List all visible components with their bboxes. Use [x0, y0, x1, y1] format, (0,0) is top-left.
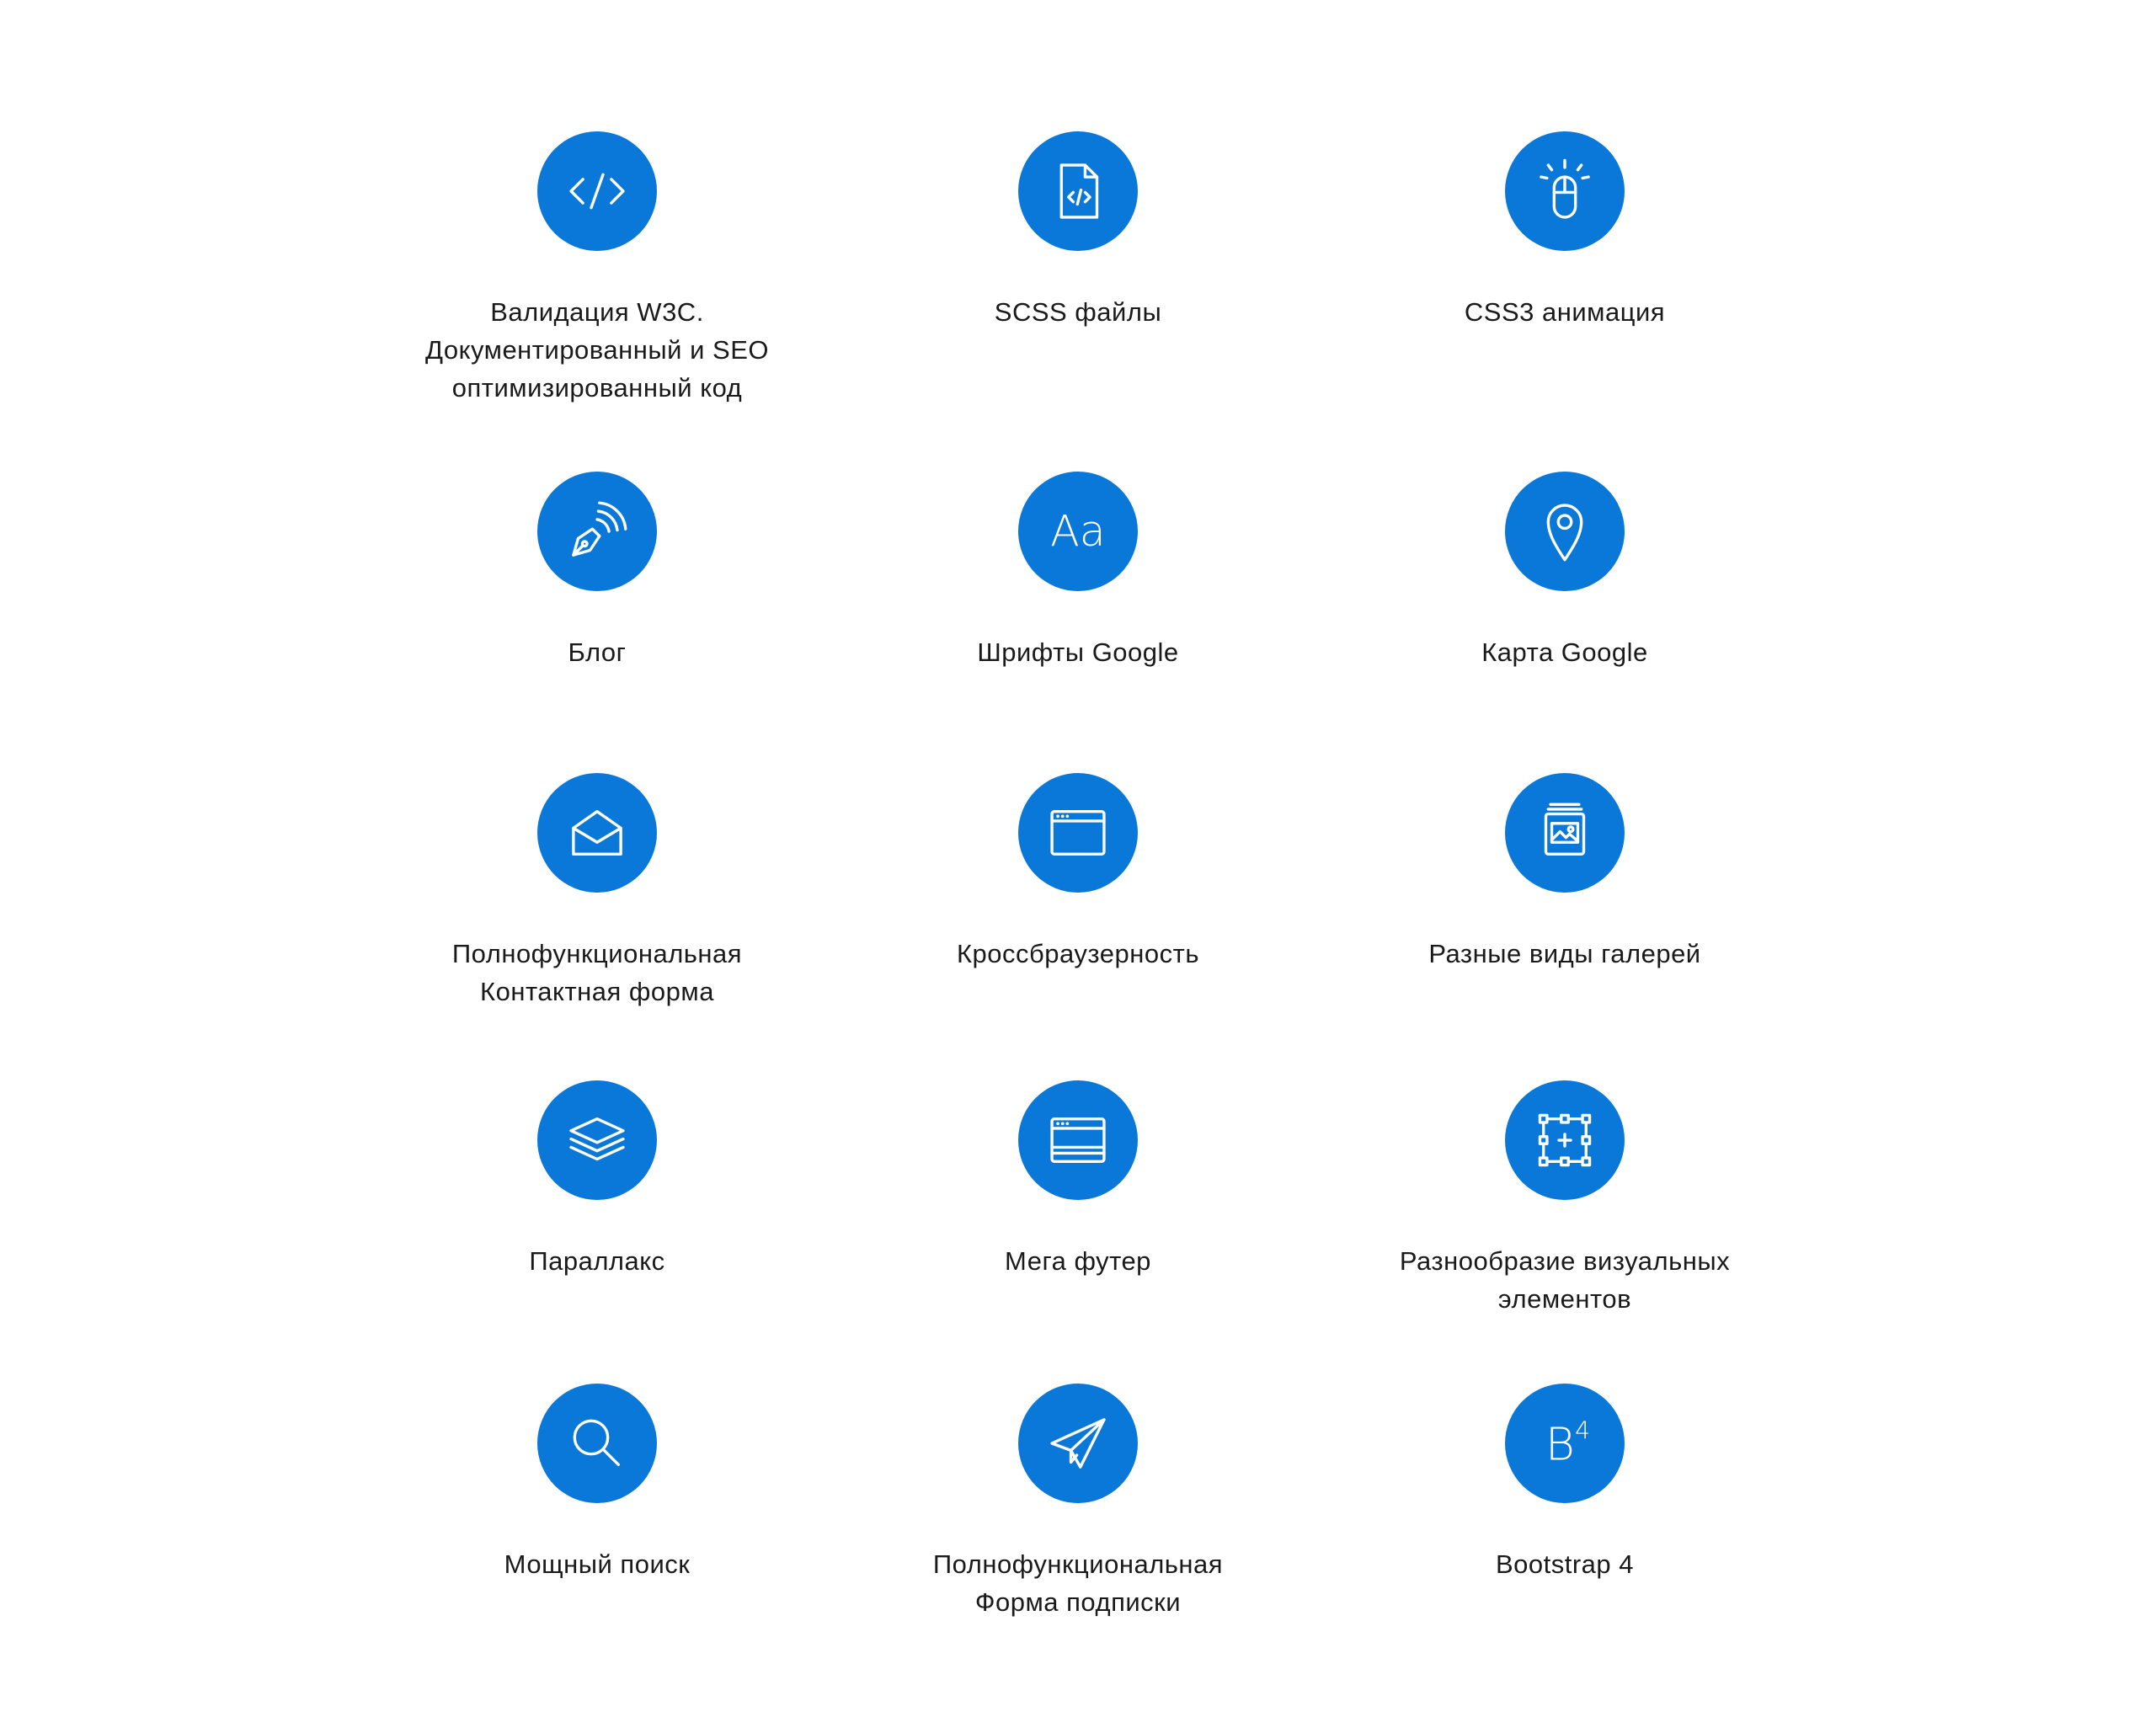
browser-footer-icon — [1018, 1080, 1138, 1200]
feature-label: Параллакс — [529, 1246, 665, 1276]
feature-item — [1329, 472, 1801, 671]
typography-aa-icon — [1018, 472, 1138, 591]
feature-label: CSS3 анимация — [1464, 297, 1666, 327]
feature-item — [1329, 773, 1801, 973]
paper-plane-icon — [1018, 1384, 1138, 1503]
feature-item — [361, 472, 833, 671]
search-icon — [537, 1384, 657, 1503]
feature-item — [842, 131, 1314, 331]
feature-label: Мега футер — [1005, 1246, 1151, 1276]
feature-label: Полнофункциональная Форма подписки — [932, 1549, 1224, 1617]
typography-aa-text: Aa — [1050, 505, 1106, 556]
feature-item — [842, 773, 1314, 973]
feature-item — [1329, 1080, 1801, 1318]
feature-label: Разнообразие визуальных элементов — [1399, 1246, 1731, 1314]
envelope-open-icon — [537, 773, 657, 893]
map-pin-icon — [1505, 472, 1625, 591]
feature-item — [842, 1384, 1314, 1621]
feature-label: Bootstrap 4 — [1495, 1549, 1635, 1579]
feature-item — [1329, 131, 1801, 331]
feature-item — [842, 472, 1314, 671]
code-file-icon — [1018, 131, 1138, 251]
bootstrap-4-icon — [1505, 1384, 1625, 1503]
bootstrap-letter: B — [1545, 1417, 1575, 1471]
feature-label: Полнофункциональная Контактная форма — [451, 939, 743, 1006]
feature-item — [361, 1080, 833, 1280]
pen-nib-signal-icon — [537, 472, 657, 591]
feature-item — [361, 1384, 833, 1583]
feature-item — [842, 1080, 1314, 1280]
bootstrap-version: 4 — [1575, 1416, 1591, 1445]
feature-label: Карта Google — [1481, 637, 1648, 667]
feature-item — [361, 131, 833, 407]
feature-label: Кроссбраузерность — [957, 939, 1199, 968]
feature-label: Валидация W3C. Документированный и SEO оптимизированный код — [424, 297, 770, 403]
feature-label: Шрифты Google — [977, 637, 1179, 667]
feature-item — [1329, 1384, 1801, 1583]
feature-label: Мощный поиск — [504, 1549, 691, 1579]
feature-label: Разные виды галерей — [1428, 939, 1701, 968]
mouse-click-icon — [1505, 131, 1625, 251]
feature-label: Блог — [568, 637, 627, 667]
browser-window-icon — [1018, 773, 1138, 893]
feature-item — [361, 773, 833, 1010]
selection-box-icon — [1505, 1080, 1625, 1200]
layers-icon — [537, 1080, 657, 1200]
feature-label: SCSS файлы — [994, 297, 1162, 327]
gallery-stack-icon — [1505, 773, 1625, 893]
code-icon — [537, 131, 657, 251]
